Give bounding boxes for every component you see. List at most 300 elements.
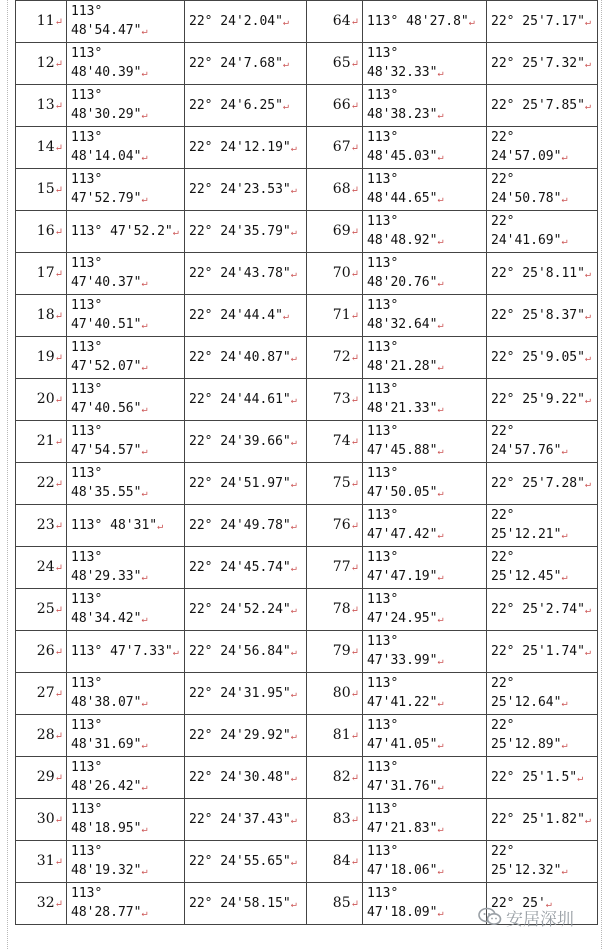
latitude-right: 22° 25'12.21": [491, 508, 562, 542]
table-row: [16, 379, 598, 421]
latitude-right: 22° 25'9.22": [491, 391, 585, 407]
longitude-right: 113° 48'20.76": [367, 256, 438, 290]
point-number-left: 26: [36, 642, 55, 659]
latitude-left-cell: [185, 253, 307, 295]
paragraph-mark: ↵: [141, 68, 148, 79]
latitude-right-cell: [487, 673, 598, 715]
point-number-left-cell: [16, 883, 67, 925]
paragraph-mark: ↵: [54, 520, 63, 532]
paragraph-mark: ↵: [584, 814, 591, 826]
paragraph-mark: ↵: [290, 184, 297, 196]
paragraph-mark: ↵: [141, 110, 148, 121]
paragraph-mark: ↵: [290, 142, 297, 154]
longitude-right: 113° 47'24.95": [367, 592, 438, 626]
latitude-left: 22° 24'58.15": [189, 895, 291, 911]
paragraph-mark: ↵: [290, 814, 297, 826]
point-number-left-cell: [16, 1, 67, 43]
paragraph-mark: ↵: [437, 152, 444, 163]
paragraph-mark: ↵: [350, 142, 359, 154]
paragraph-mark: ↵: [437, 362, 444, 373]
longitude-right: 113° 47'45.88": [367, 424, 438, 458]
point-number-left-cell: [16, 211, 67, 253]
latitude-left: 22° 24'12.19": [189, 139, 291, 155]
latitude-left: 22° 24'56.84": [189, 643, 291, 659]
paragraph-mark: ↵: [584, 268, 591, 280]
latitude-right: 22° 25'12.45": [491, 550, 562, 584]
longitude-right-cell: [363, 505, 487, 547]
latitude-left-cell: [185, 757, 307, 799]
paragraph-mark: ↵: [290, 562, 297, 574]
paragraph-mark: ↵: [54, 856, 63, 868]
longitude-left-cell: [67, 631, 185, 673]
watermark-text: 安居深圳: [506, 909, 574, 930]
point-number-right: 65: [332, 54, 351, 71]
latitude-right: 22° 25'12.64": [491, 676, 562, 710]
table-row: [16, 631, 598, 673]
point-number-left-cell: [16, 379, 67, 421]
point-number-right: 83: [332, 810, 351, 827]
paragraph-mark: ↵: [141, 26, 148, 37]
latitude-right-cell: [487, 715, 598, 757]
point-number-right-cell: [307, 127, 363, 169]
point-number-right-cell: [307, 589, 363, 631]
point-number-left: 20: [36, 390, 55, 407]
latitude-left: 22° 24'29.92": [189, 727, 291, 743]
latitude-right-cell: [487, 85, 598, 127]
point-number-right-cell: [307, 463, 363, 505]
point-number-left-cell: [16, 127, 67, 169]
paragraph-mark: ↵: [54, 646, 63, 658]
latitude-left-cell: [185, 883, 307, 925]
latitude-left: 22° 24'37.43": [189, 811, 291, 827]
paragraph-mark: ↵: [561, 740, 568, 751]
longitude-left: 113° 48'31": [71, 517, 158, 533]
longitude-right: 113° 48'48.92": [367, 214, 438, 248]
latitude-right: 22° 25'1.82": [491, 811, 585, 827]
latitude-left-cell: [185, 421, 307, 463]
longitude-right-cell: [363, 253, 487, 295]
longitude-right-cell: [363, 799, 487, 841]
paragraph-mark: ↵: [54, 352, 63, 364]
latitude-left-cell: [185, 799, 307, 841]
paragraph-mark: ↵: [54, 436, 63, 448]
longitude-left-cell: [67, 883, 185, 925]
point-number-left-cell: [16, 463, 67, 505]
latitude-right: 22° 25'1.5": [491, 769, 578, 785]
point-number-right-cell: [307, 253, 363, 295]
paragraph-mark: ↵: [437, 908, 444, 919]
point-number-left: 11: [36, 12, 55, 29]
table-row: [16, 85, 598, 127]
point-number-left-cell: [16, 169, 67, 211]
paragraph-mark: ↵: [561, 866, 568, 877]
paragraph-mark: ↵: [561, 530, 568, 541]
longitude-left: 113° 48'54.47": [71, 4, 142, 38]
paragraph-mark: ↵: [141, 572, 148, 583]
latitude-right-cell: [487, 631, 598, 673]
longitude-left: 113° 48'30.29": [71, 88, 142, 122]
paragraph-mark: ↵: [141, 152, 148, 163]
latitude-left-cell: [185, 211, 307, 253]
point-number-right-cell: [307, 883, 363, 925]
paragraph-mark: ↵: [141, 824, 148, 835]
latitude-right-cell: [487, 337, 598, 379]
table-row: [16, 169, 598, 211]
paragraph-mark: ↵: [437, 782, 444, 793]
longitude-left: 113° 48'35.55": [71, 466, 142, 500]
latitude-right: 22° 25'7.32": [491, 55, 585, 71]
paragraph-mark: ↵: [350, 730, 359, 742]
latitude-left-cell: [185, 463, 307, 505]
table-row: [16, 715, 598, 757]
point-number-right: 72: [332, 348, 351, 365]
latitude-right: 22° 25'8.11": [491, 265, 585, 281]
longitude-right: 113° 48'44.65": [367, 172, 438, 206]
latitude-right: 22° 24'57.76": [491, 424, 562, 458]
point-number-left-cell: [16, 841, 67, 883]
paragraph-mark: ↵: [54, 142, 63, 154]
paragraph-mark: ↵: [290, 478, 297, 490]
paragraph-mark: ↵: [437, 194, 444, 205]
longitude-right-cell: [363, 715, 487, 757]
page-margin-guide-left: [7, 0, 8, 949]
longitude-left-cell: [67, 253, 185, 295]
paragraph-mark: ↵: [157, 520, 164, 532]
paragraph-mark: ↵: [141, 404, 148, 415]
paragraph-mark: ↵: [141, 488, 148, 499]
latitude-left: 22° 24'51.97": [189, 475, 291, 491]
latitude-left: 22° 24'52.24": [189, 601, 291, 617]
paragraph-mark: ↵: [561, 152, 568, 163]
point-number-right-cell: [307, 715, 363, 757]
paragraph-mark: ↵: [54, 688, 63, 700]
latitude-right-cell: [487, 505, 598, 547]
longitude-right: 113° 48'32.64": [367, 298, 438, 332]
longitude-left: 113° 47'54.57": [71, 424, 142, 458]
point-number-left: 27: [36, 684, 55, 701]
table-row: [16, 127, 598, 169]
table-row: [16, 673, 598, 715]
paragraph-mark: ↵: [437, 236, 444, 247]
point-number-right-cell: [307, 169, 363, 211]
paragraph-mark: ↵: [437, 656, 444, 667]
longitude-left-cell: [67, 43, 185, 85]
paragraph-mark: ↵: [437, 530, 444, 541]
point-number-right-cell: [307, 757, 363, 799]
latitude-right: 22° 25'1.74": [491, 643, 585, 659]
longitude-left: 113° 47'52.79": [71, 172, 142, 206]
paragraph-mark: ↵: [141, 614, 148, 625]
paragraph-mark: ↵: [437, 866, 444, 877]
point-number-left-cell: [16, 85, 67, 127]
longitude-right: 113° 47'50.05": [367, 466, 438, 500]
paragraph-mark: ↵: [584, 394, 591, 406]
paragraph-mark: ↵: [437, 446, 444, 457]
paragraph-mark: ↵: [584, 310, 591, 322]
point-number-left-cell: [16, 673, 67, 715]
point-number-left: 21: [36, 432, 55, 449]
latitude-left-cell: [185, 379, 307, 421]
longitude-right-cell: [363, 1, 487, 43]
longitude-right: 113° 48'32.33": [367, 46, 438, 80]
point-number-left: 25: [36, 600, 55, 617]
longitude-right-cell: [363, 673, 487, 715]
paragraph-mark: ↵: [437, 68, 444, 79]
latitude-left: 22° 24'44.61": [189, 391, 291, 407]
paragraph-mark: ↵: [350, 856, 359, 868]
paragraph-mark: ↵: [584, 646, 591, 658]
paragraph-mark: ↵: [141, 698, 148, 709]
paragraph-mark: ↵: [350, 604, 359, 616]
latitude-left: 22° 24'35.79": [189, 223, 291, 239]
point-number-left: 24: [36, 558, 55, 575]
latitude-right: 22° 25'12.32": [491, 844, 562, 878]
table-row: [16, 211, 598, 253]
longitude-right: 113° 47'41.22": [367, 676, 438, 710]
paragraph-mark: ↵: [282, 58, 289, 70]
paragraph-mark: ↵: [290, 226, 297, 238]
point-number-right-cell: [307, 379, 363, 421]
longitude-right-cell: [363, 463, 487, 505]
point-number-left: 19: [36, 348, 55, 365]
latitude-left: 22° 24'39.66": [189, 433, 291, 449]
point-number-right: 70: [332, 264, 351, 281]
paragraph-mark: ↵: [350, 184, 359, 196]
latitude-right-cell: [487, 253, 598, 295]
point-number-left: 28: [36, 726, 55, 743]
longitude-left-cell: [67, 505, 185, 547]
point-number-left-cell: [16, 43, 67, 85]
latitude-left: 22° 24'6.25": [189, 97, 283, 113]
latitude-left: 22° 24'31.95": [189, 685, 291, 701]
latitude-right-cell: [487, 211, 598, 253]
latitude-left: 22° 24'49.78": [189, 517, 291, 533]
longitude-right-cell: [363, 379, 487, 421]
longitude-left-cell: [67, 295, 185, 337]
longitude-left: 113° 48'38.07": [71, 676, 142, 710]
latitude-left-cell: [185, 85, 307, 127]
longitude-right: 113° 47'21.83": [367, 802, 438, 836]
point-number-right-cell: [307, 85, 363, 127]
point-number-right-cell: [307, 631, 363, 673]
longitude-left-cell: [67, 799, 185, 841]
point-number-right-cell: [307, 211, 363, 253]
longitude-right: 113° 48'21.28": [367, 340, 438, 374]
point-number-left: 30: [36, 810, 55, 827]
paragraph-mark: ↵: [437, 698, 444, 709]
longitude-right-cell: [363, 43, 487, 85]
point-number-right: 68: [332, 180, 351, 197]
longitude-left: 113° 47'40.51": [71, 298, 142, 332]
paragraph-mark: ↵: [350, 394, 359, 406]
paragraph-mark: ↵: [290, 730, 297, 742]
paragraph-mark: ↵: [437, 404, 444, 415]
longitude-right: 113° 47'18.06": [367, 844, 438, 878]
latitude-right-cell: [487, 421, 598, 463]
latitude-left-cell: [185, 589, 307, 631]
latitude-left: 22° 24'2.04": [189, 13, 283, 29]
table-row: [16, 505, 598, 547]
latitude-left: 22° 24'55.65": [189, 853, 291, 869]
paragraph-mark: ↵: [350, 478, 359, 490]
point-number-right: 76: [332, 516, 351, 533]
watermark: [478, 904, 574, 930]
paragraph-mark: ↵: [350, 814, 359, 826]
paragraph-mark: ↵: [290, 394, 297, 406]
paragraph-mark: ↵: [350, 226, 359, 238]
longitude-right: 113° 47'31.76": [367, 760, 438, 794]
longitude-right-cell: [363, 127, 487, 169]
point-number-right-cell: [307, 505, 363, 547]
point-number-right: 78: [332, 600, 351, 617]
longitude-left-cell: [67, 169, 185, 211]
latitude-right: 22° 24'57.09": [491, 130, 562, 164]
paragraph-mark: ↵: [577, 772, 584, 784]
point-number-left: 17: [36, 264, 55, 281]
longitude-right: 113° 47'41.05": [367, 718, 438, 752]
longitude-left: 113° 47'52.2": [71, 223, 173, 239]
point-number-right: 85: [332, 894, 351, 911]
point-number-left-cell: [16, 715, 67, 757]
point-number-left: 23: [36, 516, 55, 533]
point-number-right-cell: [307, 295, 363, 337]
point-number-right: 71: [332, 306, 351, 323]
latitude-right-cell: [487, 841, 598, 883]
point-number-left: 18: [36, 306, 55, 323]
paragraph-mark: ↵: [141, 908, 148, 919]
longitude-right-cell: [363, 421, 487, 463]
latitude-right: 22° 25'12.89": [491, 718, 562, 752]
latitude-left-cell: [185, 841, 307, 883]
point-number-left: 32: [36, 894, 55, 911]
paragraph-mark: ↵: [54, 310, 63, 322]
longitude-right-cell: [363, 841, 487, 883]
point-number-left: 15: [36, 180, 55, 197]
paragraph-mark: ↵: [282, 100, 289, 112]
paragraph-mark: ↵: [437, 320, 444, 331]
longitude-left: 113° 48'19.32": [71, 844, 142, 878]
paragraph-mark: ↵: [350, 268, 359, 280]
paragraph-mark: ↵: [290, 520, 297, 532]
paragraph-mark: ↵: [561, 236, 568, 247]
paragraph-mark: ↵: [54, 478, 63, 490]
paragraph-mark: ↵: [290, 772, 297, 784]
longitude-left-cell: [67, 421, 185, 463]
paragraph-mark: ↵: [290, 898, 297, 910]
latitude-right-cell: [487, 589, 598, 631]
paragraph-mark: ↵: [437, 110, 444, 121]
point-number-right-cell: [307, 673, 363, 715]
point-number-right: 77: [332, 558, 351, 575]
paragraph-mark: ↵: [141, 740, 148, 751]
paragraph-mark: ↵: [437, 740, 444, 751]
point-number-right-cell: [307, 547, 363, 589]
paragraph-mark: ↵: [545, 898, 552, 910]
latitude-right: 22° 24'41.69": [491, 214, 562, 248]
paragraph-mark: ↵: [437, 572, 444, 583]
paragraph-mark: ↵: [290, 352, 297, 364]
longitude-right: 113° 47'47.19": [367, 550, 438, 584]
latitude-left-cell: [185, 337, 307, 379]
paragraph-mark: ↵: [141, 782, 148, 793]
latitude-right-cell: [487, 295, 598, 337]
longitude-left-cell: [67, 85, 185, 127]
paragraph-mark: ↵: [561, 194, 568, 205]
longitude-left: 113° 47'40.37": [71, 256, 142, 290]
longitude-right-cell: [363, 883, 487, 925]
latitude-right: 22° 24'50.78": [491, 172, 562, 206]
point-number-left-cell: [16, 631, 67, 673]
longitude-right-cell: [363, 757, 487, 799]
paragraph-mark: ↵: [437, 488, 444, 499]
paragraph-mark: ↵: [350, 310, 359, 322]
longitude-left: 113° 48'26.42": [71, 760, 142, 794]
longitude-right: 113° 47'18.09": [367, 886, 438, 920]
longitude-right: 113° 47'33.99": [367, 634, 438, 668]
longitude-left-cell: [67, 463, 185, 505]
point-number-right: 74: [332, 432, 351, 449]
paragraph-mark: ↵: [350, 646, 359, 658]
point-number-right-cell: [307, 799, 363, 841]
paragraph-mark: ↵: [172, 226, 179, 238]
paragraph-mark: ↵: [584, 58, 591, 70]
latitude-right-cell: [487, 379, 598, 421]
latitude-right-cell: [487, 757, 598, 799]
paragraph-mark: ↵: [350, 16, 359, 28]
paragraph-mark: ↵: [282, 310, 289, 322]
latitude-right: 22° 25'7.28": [491, 475, 585, 491]
paragraph-mark: ↵: [141, 278, 148, 289]
paragraph-mark: ↵: [350, 352, 359, 364]
longitude-left: 113° 47'52.07": [71, 340, 142, 374]
paragraph-mark: ↵: [290, 268, 297, 280]
coordinates-table-body: [16, 1, 598, 925]
paragraph-mark: ↵: [141, 446, 148, 457]
point-number-left: 12: [36, 54, 55, 71]
table-row: [16, 841, 598, 883]
longitude-left: 113° 48'34.42": [71, 592, 142, 626]
point-number-right: 75: [332, 474, 351, 491]
longitude-right: 113° 48'27.8": [367, 13, 469, 29]
point-number-right: 66: [332, 96, 351, 113]
point-number-right: 84: [332, 852, 351, 869]
longitude-left: 113° 48'28.77": [71, 886, 142, 920]
longitude-right-cell: [363, 295, 487, 337]
latitude-right-cell: [487, 43, 598, 85]
latitude-left-cell: [185, 715, 307, 757]
point-number-left: 29: [36, 768, 55, 785]
paragraph-mark: ↵: [290, 646, 297, 658]
table-row: [16, 757, 598, 799]
table-row: [16, 1, 598, 43]
paragraph-mark: ↵: [561, 572, 568, 583]
point-number-left-cell: [16, 505, 67, 547]
latitude-left-cell: [185, 295, 307, 337]
table-row: [16, 799, 598, 841]
longitude-left: 113° 48'29.33": [71, 550, 142, 584]
latitude-right: 22° 25'7.85": [491, 97, 585, 113]
paragraph-mark: ↵: [54, 58, 63, 70]
longitude-left: 113° 48'40.39": [71, 46, 142, 80]
table-row: [16, 253, 598, 295]
latitude-left: 22° 24'45.74": [189, 559, 291, 575]
latitude-left-cell: [185, 505, 307, 547]
point-number-right: 79: [332, 642, 351, 659]
wechat-icon: [478, 907, 502, 927]
paragraph-mark: ↵: [54, 772, 63, 784]
longitude-right-cell: [363, 85, 487, 127]
longitude-left-cell: [67, 337, 185, 379]
